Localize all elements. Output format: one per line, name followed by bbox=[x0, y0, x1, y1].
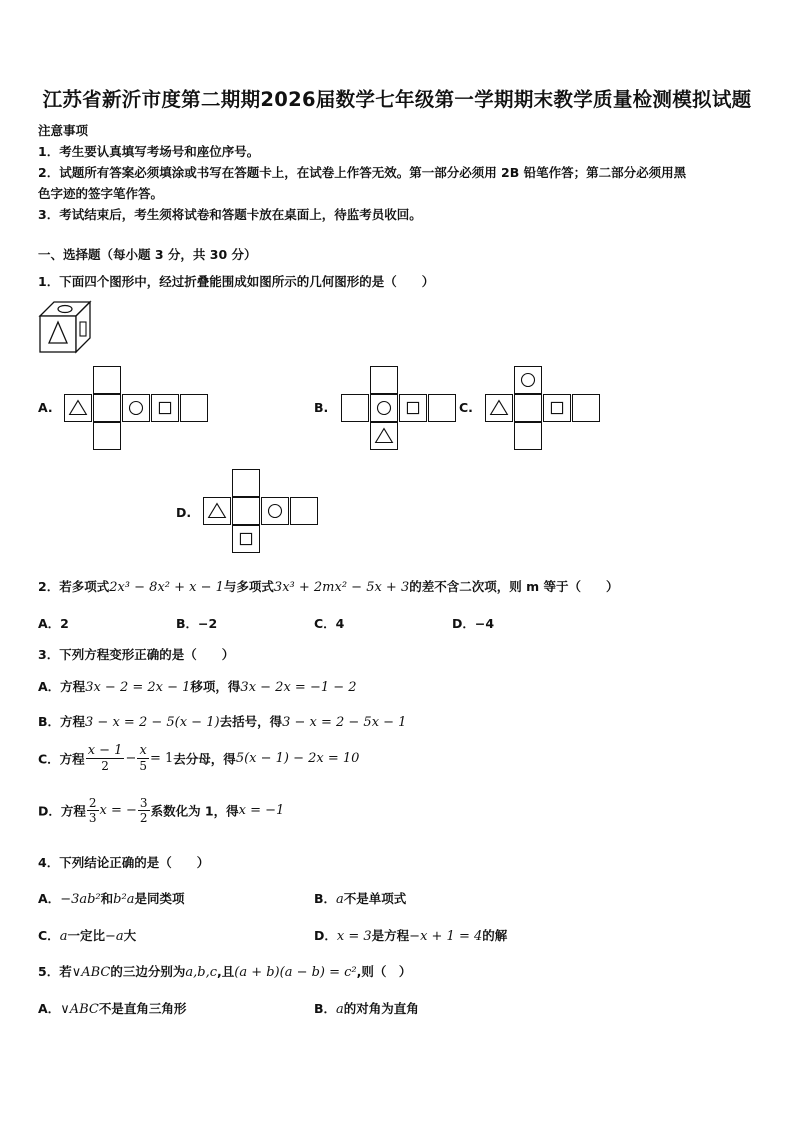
net-option-d[interactable] bbox=[203, 469, 323, 559]
option-d[interactable]: D．x = 3是方程−x + 1 = 4的解 bbox=[314, 928, 508, 944]
triangle-icon bbox=[203, 497, 231, 525]
option-b[interactable]: B．a的对角为直角 bbox=[314, 1001, 419, 1017]
option-c[interactable]: C．4 bbox=[314, 616, 345, 631]
square-icon bbox=[151, 394, 179, 422]
net-option-a[interactable] bbox=[64, 366, 184, 456]
square-icon bbox=[232, 525, 260, 553]
option-b[interactable]: B．方程3 − x = 2 − 5(x − 1)去括号，得3 − x = 2 − 5x − 1 bbox=[38, 714, 407, 730]
circle-icon bbox=[261, 497, 289, 525]
option-a[interactable]: A．−3ab²和b²a是同类项 bbox=[38, 891, 185, 907]
triangle-icon bbox=[370, 422, 398, 450]
cube-figure bbox=[38, 300, 94, 354]
notice-item: 1．考生要认真填写考场号和座位序号。 bbox=[38, 144, 260, 159]
notice-heading: 注意事项 bbox=[38, 123, 89, 138]
option-label: D. bbox=[176, 505, 192, 520]
triangle-icon bbox=[485, 394, 513, 422]
option-a[interactable]: A．方程3x − 2 = 2x − 1移项，得3x − 2x = −1 − 2 bbox=[38, 679, 357, 695]
notice-item: 2．试题所有答案必须填涂或书写在答题卡上，在试卷上作答无效。第一部分必须用 2B 铅笔作答；第二部分必须用黑 bbox=[38, 165, 687, 180]
notice-item: 色字迹的签字笔作答。 bbox=[38, 186, 164, 201]
square-icon bbox=[399, 394, 427, 422]
option-d[interactable]: D．方程 $\frac{2}{3}$ x = − $\frac{3}{2}$ 系数化为 1，得x = −1 bbox=[38, 796, 285, 825]
net-option-c[interactable] bbox=[485, 366, 605, 456]
option-b[interactable]: B．−2 bbox=[176, 616, 218, 631]
option-label: B. bbox=[314, 400, 329, 415]
option-a[interactable]: A．∨ABC不是直角三角形 bbox=[38, 1001, 187, 1017]
question-3-stem: 3．下列方程变形正确的是（ ） bbox=[38, 647, 235, 662]
option-label: C. bbox=[459, 400, 473, 415]
question-4-stem: 4．下列结论正确的是（ ） bbox=[38, 855, 210, 870]
circle-icon bbox=[122, 394, 150, 422]
square-icon bbox=[543, 394, 571, 422]
option-label: A. bbox=[38, 400, 53, 415]
question-1-stem: 1．下面四个图形中，经过折叠能围成如图所示的几何图形的是（ ） bbox=[38, 274, 435, 289]
question-5-stem: 5．若∨ABC的三边分别为a,b,c,且(a + b)(a − b) = c²,则（ ） bbox=[38, 964, 412, 980]
circle-icon bbox=[514, 366, 542, 394]
page-title: 江苏省新沂市度第二期期2026届数学七年级第一学期期末教学质量检测模拟试题 bbox=[42, 88, 752, 111]
net-option-b[interactable] bbox=[341, 366, 461, 456]
section-heading: 一、选择题（每小题 3 分，共 30 分） bbox=[38, 247, 257, 262]
option-a[interactable]: A．2 bbox=[38, 616, 69, 631]
option-b[interactable]: B．a不是单项式 bbox=[314, 891, 407, 907]
notice-item: 3．考试结束后，考生须将试卷和答题卡放在桌面上，待监考员收回。 bbox=[38, 207, 422, 222]
option-c[interactable]: C．a一定比−a大 bbox=[38, 928, 137, 944]
option-c[interactable]: C．方程 $\frac{x - 1}{2}$ − $\frac{x}{5}$ = 1去分母，得5(x − 1) − 2x = 10 bbox=[38, 743, 360, 773]
triangle-icon bbox=[64, 394, 92, 422]
option-d[interactable]: D．−4 bbox=[452, 616, 495, 631]
circle-icon bbox=[370, 394, 398, 422]
question-2-stem: 2．若多项式2x³ − 8x² + x − 1与多项式3x³ + 2mx² − 5x + 3的差不含二次项，则 m 等于（ ） bbox=[38, 579, 619, 595]
